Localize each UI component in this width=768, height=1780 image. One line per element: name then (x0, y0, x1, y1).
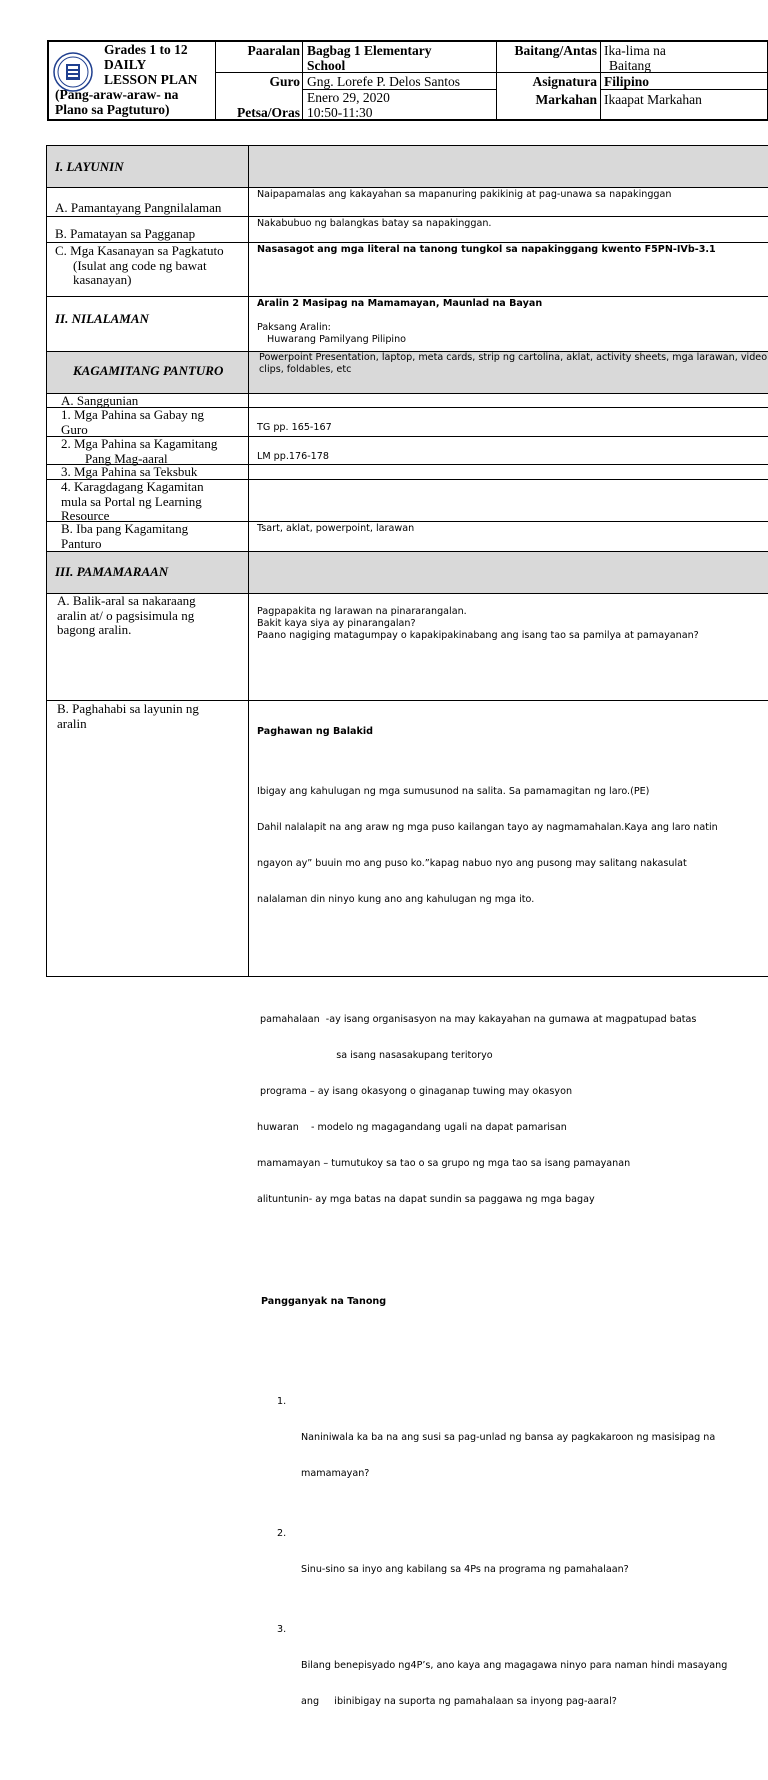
question-item: 1. Naniniwala ka ba na ang susi sa pag-unlad ng bansa ay pagkakaroon ng masisipag na mamamayan? (277, 1396, 716, 1479)
portal-learning-resource-blank (248, 479, 768, 521)
gabay-guro-value: TG pp. 165-167 (248, 407, 768, 436)
petsa-value: Enero 29, 2020 10:50-11:30 (307, 90, 390, 120)
pangganyak-questions (257, 1372, 768, 1756)
guro-value: Gng. Lorefe P. Delos Santos (307, 74, 460, 89)
pamantayan-pagganap-value: Nakabubuo ng balangkas batay sa napakinggan. (248, 216, 768, 242)
iba-pang-kagamitan-label: B. Iba pang Kagamitang Panturo (46, 521, 248, 551)
teksbuk-row (46, 464, 768, 479)
layunin-heading-row (46, 145, 768, 187)
markahan-label: Markahan (535, 92, 597, 107)
pamamaraan-heading: III. PAMAMARAAN (46, 551, 248, 593)
balik-aral-label: A. Balik-aral sa nakaraang aralin at/ o pagsisimula ng bagong aralin. (46, 593, 248, 700)
portal-learning-resource-label: 4. Karagdagang Kagamitan mula sa Portal ng Learning Resource (46, 479, 248, 521)
paaralan-label: Paaralan (247, 43, 300, 58)
nilalaman-heading: II. NILALAMAN (46, 296, 248, 351)
paghahabi-layunin-label: B. Paghahabi sa layunin ng aralin (46, 700, 248, 976)
asignatura-label: Asignatura (532, 74, 597, 89)
kagamitang-mag-aaral-row (46, 436, 768, 464)
pamantayang-pangnilalaman-value: Naipapamalas ang kakayahan sa mapanuring pakikinig at pag-unawa sa napakinggan (248, 187, 768, 216)
portal-learning-resource-row (46, 479, 768, 521)
layunin-heading: I. LAYUNIN (46, 145, 248, 187)
question-item: 2. Sinu-sino sa inyo ang kabilang sa 4Ps na programa ng pamahalaan? (277, 1528, 629, 1575)
gabay-guro-row (46, 407, 768, 436)
kagamitang-mag-aaral-label: 2. Mga Pahina sa Kagamitang Pang Mag-aaral (46, 436, 248, 464)
nilalaman-row (46, 296, 768, 351)
paaralan-value: Bagbag 1 Elementary School (307, 43, 432, 73)
kagamitang-panturo-value: Powerpoint Presentation, laptop, meta cards, strip ng cartolina, aklat, activity sheets, mga larawan, video clips, foldables, etc (248, 351, 768, 393)
asignatura-value: Filipino (604, 74, 650, 89)
balik-aral-value: Pagpapakita ng larawan na pinararangalan. Bakit kaya siya ay pinarangalan? Paano nagiging matagumpay o kapakipakinabang ang isang tao sa pamilya at pamayanan? (248, 593, 768, 700)
question-item: 3. Bilang benepisyado ng4P’s, ano kaya ang magagawa ninyo para naman hindi masayang ang ibinibigay na suporta ng pamahalaan sa inyong pag-aaral? (277, 1624, 728, 1707)
nilalaman-value: Aralin 2 Masipag na Mamamayan, Maunlad na Bayan Paksang Aralin: Huwarang Pamilyang Pilipino (248, 296, 768, 351)
kagamitang-mag-aaral-value: LM pp.176-178 (248, 436, 768, 464)
sanggunian-blank (248, 393, 768, 407)
sanggunian-label: A. Sanggunian (46, 393, 248, 407)
pamamaraan-heading-row (46, 551, 768, 593)
kasanayan-pagkatuto-value: Nasasagot ang mga literal na tanong tungkol sa napakinggang kwento F5PN-IVb-3.1 (248, 242, 768, 296)
pamantayan-pagganap-row (46, 216, 768, 242)
markahan-value: Ikaapat Markahan (604, 92, 702, 107)
iba-pang-kagamitan-row (46, 521, 768, 551)
lesson-plan-title: Grades 1 to 12 DAILY LESSON PLAN (Pang-araw-araw- na Plano sa Pagtuturo) (55, 42, 198, 117)
paghawan-intro: Ibigay ang kahulugan ng mga sumusunod na salita. Sa pamamagitan ng laro.(PE) Dahil nalalapit na ang araw ng mga puso kailangan tayo ay nagmamahalan.Kaya ang laro natin ngayon ay” buuin mo ang puso ko.”kapag nabuo nyo ang pusong may salitang nakasulat nalalaman din ninyo kung ano ang kahulugan ng mga ito. (257, 786, 718, 905)
baitang-value: Ika-lima na Baitang (604, 43, 666, 73)
kasanayan-pagkatuto-label: C. Mga Kasanayan sa Pagkatuto (Isulat ang code ng bawat kasanayan) (46, 242, 248, 296)
balik-aral-row (46, 593, 768, 700)
teksbuk-label: 3. Mga Pahina sa Teksbuk (46, 464, 248, 479)
gabay-guro-label: 1. Mga Pahina sa Gabay ng Guro (46, 407, 248, 436)
paghahabi-layunin-row (46, 700, 768, 1707)
lesson-plan-header (47, 40, 768, 121)
pamantayang-pangnilalaman-label: A. Pamantayang Pangnilalaman (46, 187, 248, 216)
kasanayan-pagkatuto-row (46, 242, 768, 296)
kagamitang-panturo-heading: KAGAMITANG PANTURO (46, 351, 248, 393)
kagamitang-panturo-row (46, 351, 768, 393)
guro-label: Guro (269, 74, 300, 89)
pangganyak-title: Pangganyak na Tanong (261, 1296, 387, 1307)
sanggunian-row (46, 393, 768, 407)
definitions-list: pamahalaan -ay isang organisasyon na may kakayahan na gumawa at magpatupad batas sa isang nasasakupang teritoryo programa – ay isang okasyong o ginaganap tuwing may okasyon huwaran - modelo ng magagandang ugali na dapat pamarisan mamamayan – tumutukoy sa tao o sa grupo ng mga tao sa isang pamayanan alituntunin- ay mga batas na dapat sundin sa paggawa ng mga bagay (257, 1014, 697, 1205)
table-bottom-border (46, 976, 768, 977)
lesson-plan-table (46, 145, 768, 1707)
iba-pang-kagamitan-value: Tsart, aklat, powerpoint, larawan (248, 521, 768, 551)
teksbuk-blank (248, 464, 768, 479)
paghahabi-layunin-value (248, 700, 768, 1707)
petsa-label: Petsa/Oras (237, 105, 300, 120)
pamantayang-pangnilalaman-row (46, 187, 768, 216)
pamamaraan-heading-blank (248, 551, 768, 593)
baitang-label: Baitang/Antas (514, 43, 597, 58)
paghawan-balakid-title: Paghawan ng Balakid (257, 726, 374, 737)
pamantayan-pagganap-label: B. Pamatayan sa Pagganap (46, 216, 248, 242)
layunin-heading-blank (248, 145, 768, 187)
